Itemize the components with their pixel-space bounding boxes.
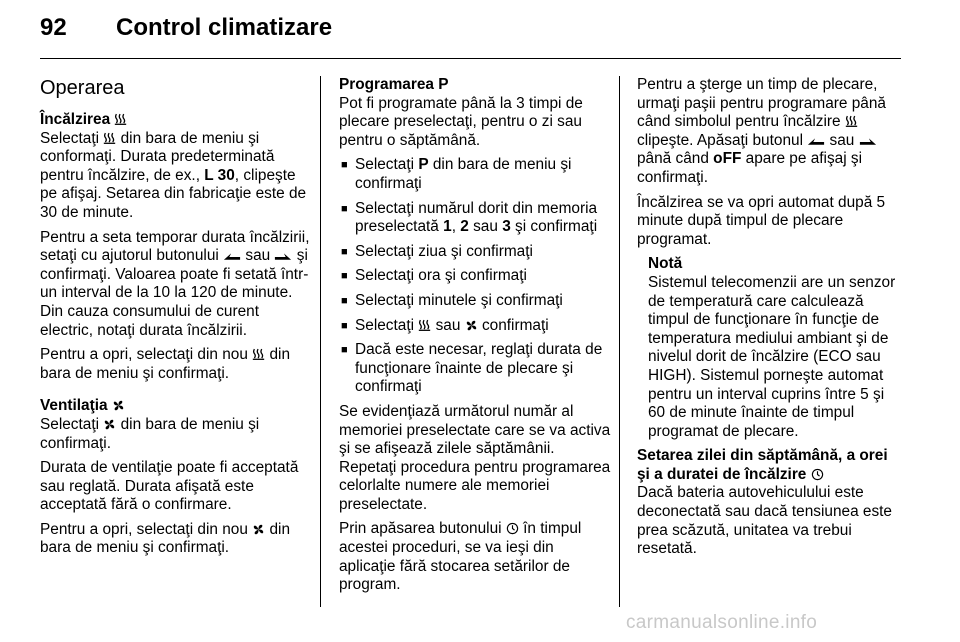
heating-paragraph-3: Pentru a opri, selectaţi din nou din bara de meniu şi confirmaţi.: [40, 346, 291, 382]
column-3: [637, 76, 903, 565]
fan-icon: [103, 418, 116, 431]
ventilation-heading: Ventilaţia: [40, 397, 312, 416]
reset-paragraph: Dacă bateria autovehiculului este deconectată sau dacă tensiunea este prea scăzută, unitatea va trebui resetată.: [637, 484, 892, 558]
list-item: ■ Selectaţi sau confirmaţi: [339, 317, 611, 336]
section-title: Operarea: [40, 77, 125, 99]
page-header: [40, 14, 332, 48]
heating-paragraph-1: Selectaţi din bara de meniu şi conformaţi. Durata predeterminată pentru încălzire, de ex., L 30, clipeşte pe afişaj. Setarea din fabricaţie este de 30 de minute.: [40, 129, 307, 221]
arrow-left-icon: [807, 137, 825, 147]
page-number: 92: [40, 14, 67, 41]
heating-heading: Încălzirea: [40, 111, 312, 130]
programming-intro: Pot fi programate până la 3 timpi de plecare preselectaţi, pentru o zi sau pentru o săptămână.: [339, 94, 583, 149]
column-2: [339, 76, 611, 601]
list-item: ■ Selectaţi ziua şi confirmaţi: [339, 243, 611, 262]
delete-paragraph: Pentru a şterge un timp de plecare, urmaţi paşii pentru programare până când simbolul pentru încălzire clipeşte. Apăsaţi butonul sau până când oFF apare pe afişaj şi confirmaţi.: [637, 76, 886, 186]
ventilation-paragraph-1: Selectaţi din bara de meniu şi confirmaţi.: [40, 415, 260, 452]
fan-icon: [252, 523, 265, 536]
column-1: [40, 76, 312, 564]
heat-waves-icon: [418, 318, 431, 332]
heat-waves-icon: [252, 347, 265, 361]
list-item: ■ Selectaţi ora şi confirmaţi: [339, 267, 611, 286]
heating-paragraph-2: Pentru a seta temporar durata încălzirii, setaţi cu ajutorul butonului sau şi confirmaţi. Valoarea poate fi setată într-un interval de la 10 la 120 de minute. Din cauza consumului de curent electric, notaţi durata încălzirii.: [40, 228, 310, 339]
column-divider-1: [320, 76, 321, 607]
programming-heading: Programarea P: [339, 76, 449, 93]
note-box: [637, 255, 903, 441]
note-text: Sistemul telecomenzii are un senzor de temperatură care calculează timpul de funcţionare în funcţie de temperatura mediului ambiant şi de nivelul dorit de încălzire (ECO sau HIGH). Sistemul porneşte automat pentru un interval cuprins între 5 şi 60 de minute înainte de timpul programat de plecare.: [648, 273, 896, 440]
ventilation-paragraph-3: Pentru a opri, selectaţi din nou din bara de meniu şi confirmaţi.: [40, 520, 291, 557]
clock-icon: [811, 468, 824, 481]
column-divider-2: [619, 76, 620, 607]
auto-off-paragraph: Încălzirea se va opri automat după 5 minute după timpul de plecare programat.: [637, 193, 886, 248]
chapter-title: Control climatizare: [116, 14, 333, 41]
list-item: ■ Selectaţi numărul dorit din memoria preselectată 1, 2 sau 3 şi confirmaţi: [339, 200, 611, 237]
programming-paragraph-1: Se evidenţiază următorul număr al memoriei preselectate care se va activa şi se afişează zilele săptămânii. Repetaţi procedura pentru programarea celorlalte numere ale memoriei preselectate.: [339, 402, 611, 513]
arrow-right-icon: [274, 252, 292, 262]
heat-waves-icon: [114, 112, 127, 126]
arrow-left-icon: [223, 252, 241, 262]
note-title: Notă: [648, 255, 683, 273]
ventilation-paragraph-2: Durata de ventilaţie poate fi acceptată sau reglată. Durata afişată este acceptată fără o confirmare.: [40, 459, 299, 514]
arrow-right-icon: [859, 137, 877, 147]
list-item: ■ Selectaţi P din bara de meniu şi confirmaţi: [339, 156, 611, 193]
heat-waves-icon: [845, 114, 858, 128]
list-item: ■ Selectaţi minutele şi confirmaţi: [339, 292, 611, 311]
programming-paragraph-2: Prin apăsarea butonului în timpul acestei proceduri, se va ieşi din aplicaţie fără stocarea setărilor de program.: [339, 520, 582, 594]
watermark-text: carmanualsonline.info: [626, 612, 818, 633]
reset-heading: Setarea zilei din săptămână, a orei şi a duratei de încălzire: [637, 447, 888, 483]
fan-icon: [465, 319, 478, 332]
fan-icon: [112, 399, 125, 412]
programming-steps: [339, 156, 611, 397]
clock-icon: [506, 522, 519, 535]
heat-waves-icon: [103, 131, 116, 145]
header-divider: [40, 58, 901, 59]
list-item: ■ Dacă este necesar, reglaţi durata de funcţionare înainte de plecare şi confirmaţi: [339, 341, 611, 397]
